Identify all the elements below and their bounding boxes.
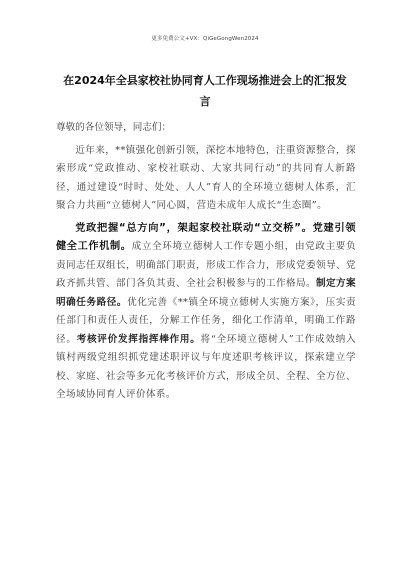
sub-text-plan: 优化完善《**镇全环境立德树人实施方案》，压实责任部门和责任人责任，分解工作任务，细化工作清单，明确工作路径。 [56, 296, 356, 345]
sub-heading-plan: 制定方案明确任务路径。 [56, 278, 356, 308]
section-heading: 党政把握“总方向”，架起家校社联动“立交桥”。 [75, 222, 313, 234]
sub-heading-evaluation: 考核评价发挥指挥棒作用。 [76, 333, 201, 345]
header-note: 更多免费公文+VX：QiGeGongWen2024 [151, 36, 259, 42]
document-body [56, 119, 356, 409]
intro-paragraph: 近年来，**镇强化创新引领，深挖本地特色，注重资源整合，探索形成“党政推动、家校社联动、大家共同行动”的共同育人新路径，通过建设“时时、处处、人人”育人的全环境立德树人体系，汇聚合力共画“立德树人”同心圆，营造未成年人成长“生态圈”。 [56, 144, 356, 211]
document-title: 在2024年全县家校社协同育人工作现场推进会上的汇报发言 [63, 74, 347, 108]
section-paragraph [56, 220, 356, 405]
salutation: 尊敬的各位领导，同志们： [56, 122, 172, 133]
sub-heading-party-building: 党建引领健全工作机制。 [56, 222, 356, 252]
sub-text-party-building: 成立全环境立德树人工作专题小组，由党政主要负责同志任双组长，明确部门职责，形成工作合力，形成党委领导、党政齐抓共管、部门各负其责、全社会积极参与的工作格局。 [56, 241, 356, 289]
sub-text-evaluation: 将“全环境立德树人”工作成效纳入镇村两级党组织抓党建述职评议与年度述职考核评议，探索建立学校、家庭、社会等多元化考核评价方式，形成全员、全程、全方位、全场域协同育人评价体系。 [56, 333, 356, 400]
